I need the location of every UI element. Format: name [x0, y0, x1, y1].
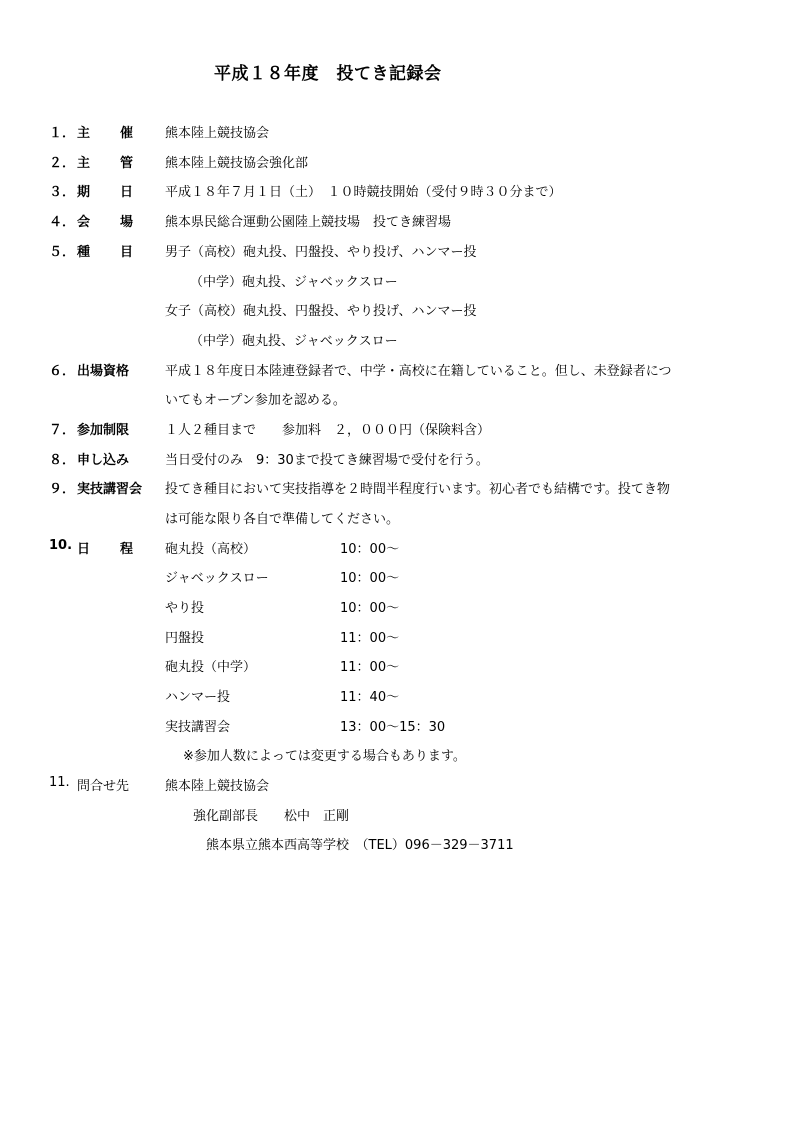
item-value: いてもオープン参加を認める。	[165, 393, 346, 408]
schedule-event: 実技講習会	[165, 720, 231, 735]
item-label: 種	[77, 245, 91, 260]
item-label: 程	[120, 542, 134, 557]
events-line: （中学）砲丸投、ジャベックスロー	[190, 334, 398, 349]
item-value: 投てき種目において実技指導を２時間半程度行います。初心者でも結構です。投てき物	[165, 482, 670, 497]
item-label: 参加制限	[77, 423, 130, 438]
schedule-time: 10：00～	[340, 542, 400, 557]
item-label: 主	[77, 126, 91, 141]
item-label: 出場資格	[77, 364, 130, 379]
schedule-event: 円盤投	[165, 631, 205, 646]
schedule-event: やり投	[165, 601, 205, 616]
item-value: 熊本陸上競技協会強化部	[165, 156, 309, 171]
item-number: ３．	[49, 185, 76, 200]
item-number: ７．	[49, 423, 76, 438]
events-line: （中学）砲丸投、ジャベックスロー	[190, 275, 398, 290]
item-label: 実技講習会	[77, 482, 143, 497]
item-label: 主	[77, 156, 91, 171]
schedule-event: 砲丸投（高校）	[165, 542, 257, 557]
schedule-event: ジャベックスロー	[165, 571, 269, 586]
schedule-time: 10：00～	[340, 571, 400, 586]
contact-name: 強化副部長 松中 正剛	[193, 809, 350, 824]
item-value: 当日受付のみ 9：30まで投てき練習場で受付を行う。	[165, 453, 489, 468]
item-number: ５．	[49, 245, 76, 260]
item-label: 日	[77, 542, 91, 557]
schedule-time: 13：00～15：30	[340, 720, 446, 735]
schedule-event: 砲丸投（中学）	[165, 660, 257, 675]
item-label: 管	[120, 156, 134, 171]
item-value: 平成１８年７月１日（土） １０時競技開始（受付９時３０分まで）	[165, 185, 562, 200]
document-title: 平成１８年度 投てき記録会	[214, 64, 442, 84]
item-number: 10.	[49, 538, 73, 553]
item-number: 11.	[49, 775, 70, 790]
item-label: 期	[77, 185, 91, 200]
item-label: 申し込み	[77, 453, 130, 468]
item-value: 熊本県民総合運動公園陸上競技場 投てき練習場	[165, 215, 452, 230]
item-number: ８．	[49, 453, 76, 468]
item-value: 男子（高校）砲丸投、円盤投、やり投げ、ハンマー投	[165, 245, 477, 260]
item-value: 熊本陸上競技協会	[165, 779, 270, 794]
item-label: 目	[120, 245, 134, 260]
schedule-time: 11：00～	[340, 660, 400, 675]
item-number: ２．	[49, 156, 76, 171]
item-number: ６．	[49, 364, 76, 379]
schedule-time: 10：00～	[340, 601, 400, 616]
item-number: ９．	[49, 482, 76, 497]
item-value: 平成１８年度日本陸連登録者で、中学・高校に在籍していること。但し、未登録者につ	[165, 364, 672, 379]
item-label: 会	[77, 215, 91, 230]
contact-school: 熊本県立熊本西高等学校 （TEL）096－329－3711	[206, 838, 514, 853]
item-value: は可能な限り各自で準備してください。	[165, 512, 400, 527]
events-line: 女子（高校）砲丸投、円盤投、やり投げ、ハンマー投	[165, 304, 477, 319]
item-value: １人２種目まで 参加料 ２，０００円（保険料含）	[165, 423, 491, 438]
schedule-note: ※参加人数によっては変更する場合もあります。	[183, 749, 466, 764]
item-number: ４．	[49, 215, 76, 230]
schedule-event: ハンマー投	[165, 690, 231, 705]
item-value: 熊本陸上競技協会	[165, 126, 270, 141]
schedule-time: 11：40～	[340, 690, 400, 705]
schedule-time: 11：00～	[340, 631, 400, 646]
item-label: 問合せ先	[77, 779, 130, 794]
item-label: 場	[120, 215, 134, 230]
item-number: １．	[49, 126, 76, 141]
item-label: 催	[120, 126, 134, 141]
item-label: 日	[120, 185, 134, 200]
